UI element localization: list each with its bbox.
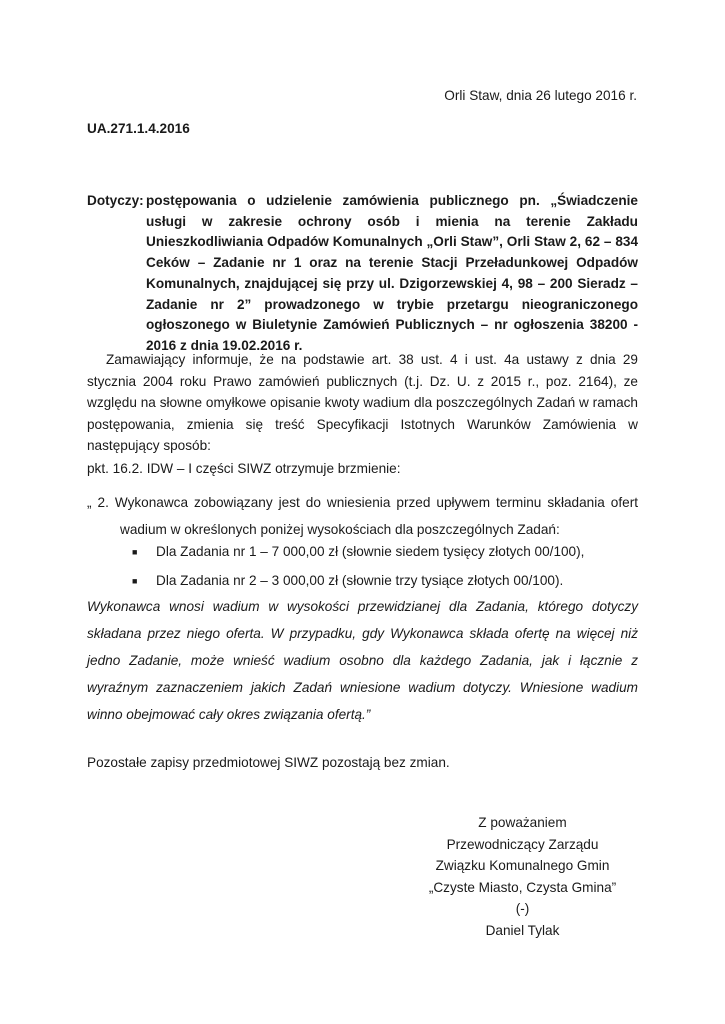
signature-line: „Czyste Miasto, Czysta Gmina” — [428, 879, 617, 895]
signature-line: Daniel Tylak — [485, 922, 560, 938]
square-bullet-icon: ■ — [132, 576, 138, 586]
signature-line: (-) — [515, 901, 530, 917]
wadium-list — [87, 542, 638, 600]
signature-line: Przewodniczący Zarządu — [446, 836, 599, 852]
closing-sentence: Pozostałe zapisy przedmiotowej SIWZ pozostają bez zmian. — [87, 755, 450, 770]
signature-line: Związku Komunalnego Gmin — [435, 858, 610, 874]
signature-line: Z poważaniem — [478, 815, 567, 830]
reference-number: UA.271.1.4.2016 — [87, 121, 190, 136]
list-item-text: Dla Zadania nr 1 – 7 000,00 zł (słownie siedem tysięcy złotych 00/100), — [156, 544, 585, 559]
intro-paragraph: Zamawiający informuje, że na podstawie art. 38 ust. 4 i ust. 4a ustawy z dnia 29 stycznia 2004 roku Prawo zamówień publicznych (t.j. Dz. U. z 2015 r., poz. 2164), ze względu na słowne omyłkowe opisanie kwoty wadium dla poszczególnych Zadań w ramach postępowania, zmienia się treść Specyfikacji Istotnych Warunków Zamówienia w następujący sposób: — [87, 352, 638, 453]
subject-text: postępowania o udzielenie zamówienia publicznego pn. „Świadczenie usługi w zakresie ochrony osób i mienia na terenie Zakładu Unieszkodliwiania Odpadów Komunalnych „Orli Staw”, Orli Staw 2, 62 – 834 Ceków – Zadanie nr 1 oraz na terenie Stacji Przeładunkowej Odpadów Komunalnych, znajdującej się przy ul. Dzigorzewskiej 4, 98 – 200 Sieradz – Zadanie nr 2” prowadzonego w trybie przetargu nieograniczonego ogłoszonego w Biuletynie Zamówień Publicznych – nr ogłoszenia 38200 - 2016 z dnia 19.02.2016 r. — [146, 193, 638, 353]
signature-block — [420, 812, 625, 942]
place-date: Orli Staw, dnia 26 lutego 2016 r. — [444, 88, 637, 103]
quote-line-2: wadium w określonych poniżej wysokościach dla poszczególnych Zadań: — [120, 522, 560, 537]
quote-line-1: „ 2. Wykonawca zobowiązany jest do wniesienia przed upływem terminu składania ofert — [87, 495, 638, 510]
subject-label: Dotyczy: — [87, 193, 144, 208]
italic-paragraph: Wykonawca wnosi wadium w wysokości przewidzianej dla Zadania, którego dotyczy składana przez niego oferta. W przypadku, gdy Wykonawca składa ofertę na więcej niż jedno Zadanie, może wnieść wadium osobno dla każdego Zadania, jak i łącznie z wyraźnym zaznaczeniem jakich Zadań wniesione wadium dotyczy. Wniesione wadium winno obejmować cały okres związania ofertą.” — [87, 599, 638, 722]
list-item — [87, 542, 638, 571]
quote-paragraph — [87, 489, 638, 543]
pkt-heading: pkt. 16.2. IDW – I części SIWZ otrzymuje brzmienie: — [87, 461, 401, 476]
list-item-text: Dla Zadania nr 2 – 3 000,00 zł (słownie trzy tysiące złotych 00/100). — [156, 573, 564, 588]
square-bullet-icon: ■ — [132, 547, 138, 557]
subject-block — [87, 191, 638, 357]
